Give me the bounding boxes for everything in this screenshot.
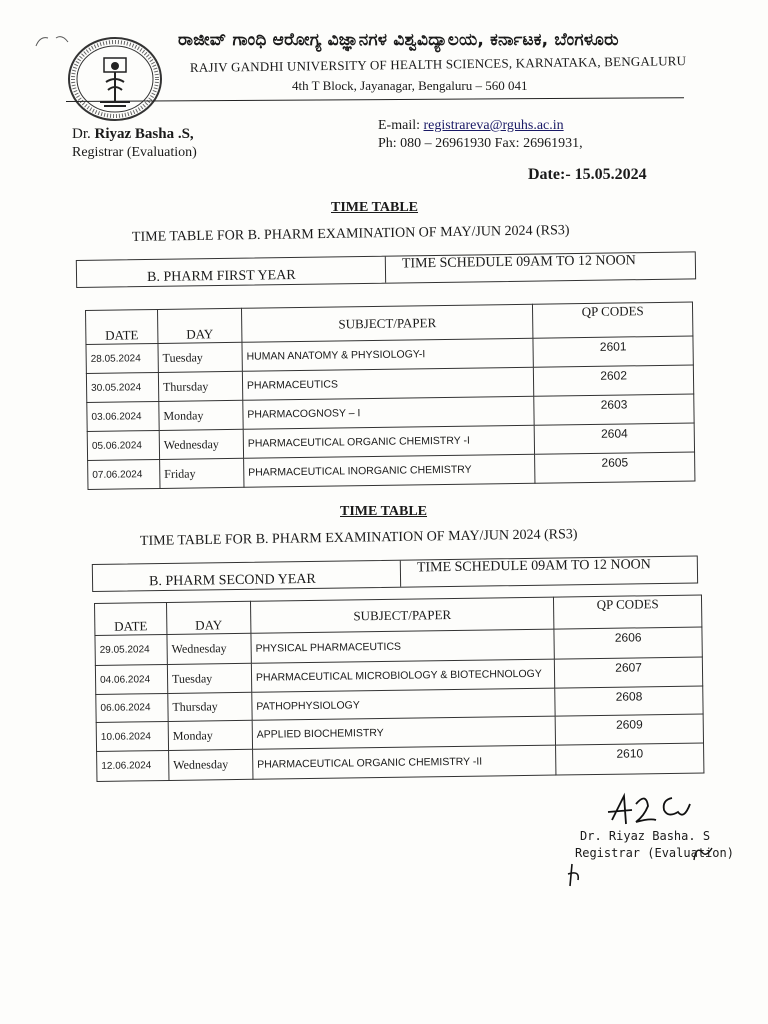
header-qp-codes: QP CODES <box>554 595 702 629</box>
cell-day: Friday <box>160 458 244 488</box>
cell-subject: PHYSICAL PHARMACEUTICS <box>251 629 555 663</box>
time-schedule: TIME SCHEDULE 09AM TO 12 NOON <box>401 253 636 272</box>
header-qp-codes: QP CODES <box>533 302 693 338</box>
header-subject: SUBJECT/PAPER <box>241 304 533 342</box>
exam-table <box>85 302 695 490</box>
cell-day: Tuesday <box>167 663 251 693</box>
cell-qp-code: 2602 <box>534 365 694 396</box>
cell-day: Monday <box>168 720 252 750</box>
cell-day: Monday <box>159 400 243 430</box>
header-day: DAY <box>157 308 241 343</box>
cell-day: Thursday <box>168 692 252 721</box>
header-date: DATE <box>86 309 158 344</box>
cell-qp-code: 2601 <box>533 336 693 367</box>
cell-date: 06.06.2024 <box>96 693 168 722</box>
cell-date: 29.05.2024 <box>95 634 167 665</box>
time-schedule: TIME SCHEDULE 09AM TO 12 NOON <box>416 557 651 576</box>
university-name-english: RAJIV GANDHI UNIVERSITY OF HEALTH SCIENCES, KARNATAKA, BENGALURU <box>189 53 687 75</box>
cell-qp-code: 2609 <box>555 714 703 745</box>
header-day: DAY <box>166 601 250 634</box>
cell-subject: PATHOPHYSIOLOGY <box>252 688 556 720</box>
cell-qp-code: 2605 <box>535 452 695 483</box>
initials-mark-icon <box>564 860 600 892</box>
cell-qp-code: 2604 <box>534 423 694 454</box>
contact-phone: Ph: 080 – 26961930 Fax: 26961931, <box>378 136 583 151</box>
cell-date: 07.06.2024 <box>88 459 160 489</box>
cell-subject: HUMAN ANATOMY & PHYSIOLOGY-I <box>242 338 534 371</box>
cell-subject: PHARMACOGNOSY – I <box>243 396 535 429</box>
section-subtitle: TIME TABLE FOR B. PHARM EXAMINATION OF MAY/JUN 2024 (RS3) <box>139 527 578 549</box>
cell-day: Wednesday <box>159 429 243 459</box>
cell-subject: PHARMACEUTICS <box>242 367 534 400</box>
cell-qp-code: 2607 <box>555 657 703 688</box>
email-link[interactable]: registrareva@rguhs.ac.in <box>423 118 564 133</box>
cell-subject: APPLIED BIOCHEMISTRY <box>252 716 556 749</box>
cell-subject: PHARMACEUTICAL MICROBIOLOGY & BIOTECHNOLOGY <box>251 659 555 692</box>
cell-day: Wednesday <box>169 749 253 780</box>
cell-date: 10.06.2024 <box>96 721 168 751</box>
signatory-name: Dr. Riyaz Basha. S <box>580 829 711 843</box>
registrar-title: Registrar (Evaluation) <box>72 145 197 160</box>
cell-qp-code: 2610 <box>556 743 704 775</box>
cell-date: 28.05.2024 <box>86 343 158 373</box>
section-title: TIME TABLE <box>340 504 428 519</box>
year-label: B. PHARM SECOND YEAR <box>93 561 401 591</box>
initials-mark-icon <box>690 842 716 864</box>
year-banner <box>92 556 698 592</box>
signatory-role: Registrar (Evaluation) <box>575 846 734 860</box>
cell-date: 12.06.2024 <box>97 750 169 781</box>
section-title: TIME TABLE <box>331 200 419 215</box>
cell-day: Tuesday <box>158 342 242 372</box>
cell-day: Wednesday <box>167 633 251 664</box>
year-label: B. PHARM FIRST YEAR <box>77 257 386 287</box>
cell-qp-code: 2603 <box>534 394 694 425</box>
cell-qp-code: 2606 <box>554 627 702 659</box>
cell-date: 30.05.2024 <box>86 372 158 402</box>
document-date: Date:- 15.05.2024 <box>528 166 647 183</box>
header-date: DATE <box>95 602 167 635</box>
cell-date: 03.06.2024 <box>87 401 159 431</box>
university-name-kannada: ರಾಜೀವ್ ಗಾಂಧಿ ಆರೋಗ್ಯ ವಿಜ್ಞಾನಗಳ ವಿಶ್ವವಿದ್ಯಾಲಯ, ಕರ್ನಾಟಕ, ಬೆಂಗಳೂರು <box>178 30 619 50</box>
university-seal-icon <box>66 36 164 122</box>
cell-date: 04.06.2024 <box>95 664 167 694</box>
exam-table <box>94 595 704 782</box>
header-subject: SUBJECT/PAPER <box>250 597 554 633</box>
contact-email: E-mail: registrareva@rguhs.ac.in <box>378 118 564 133</box>
cell-date: 05.06.2024 <box>87 430 159 460</box>
university-address: 4th T Block, Jayanagar, Bengaluru – 560 041 <box>292 78 528 93</box>
cell-day: Thursday <box>158 371 242 401</box>
pen-mark-icon <box>30 32 70 52</box>
cell-subject: PHARMACEUTICAL ORGANIC CHEMISTRY -I <box>243 425 535 458</box>
section-subtitle: TIME TABLE FOR B. PHARM EXAMINATION OF MAY/JUN 2024 (RS3) <box>131 223 570 245</box>
cell-subject: PHARMACEUTICAL INORGANIC CHEMISTRY <box>243 454 535 487</box>
cell-qp-code: 2608 <box>555 686 703 716</box>
year-banner <box>76 251 696 288</box>
registrar-name: Dr. Riyaz Basha .S, <box>72 126 194 142</box>
cell-subject: PHARMACEUTICAL ORGANIC CHEMISTRY -II <box>252 745 556 779</box>
